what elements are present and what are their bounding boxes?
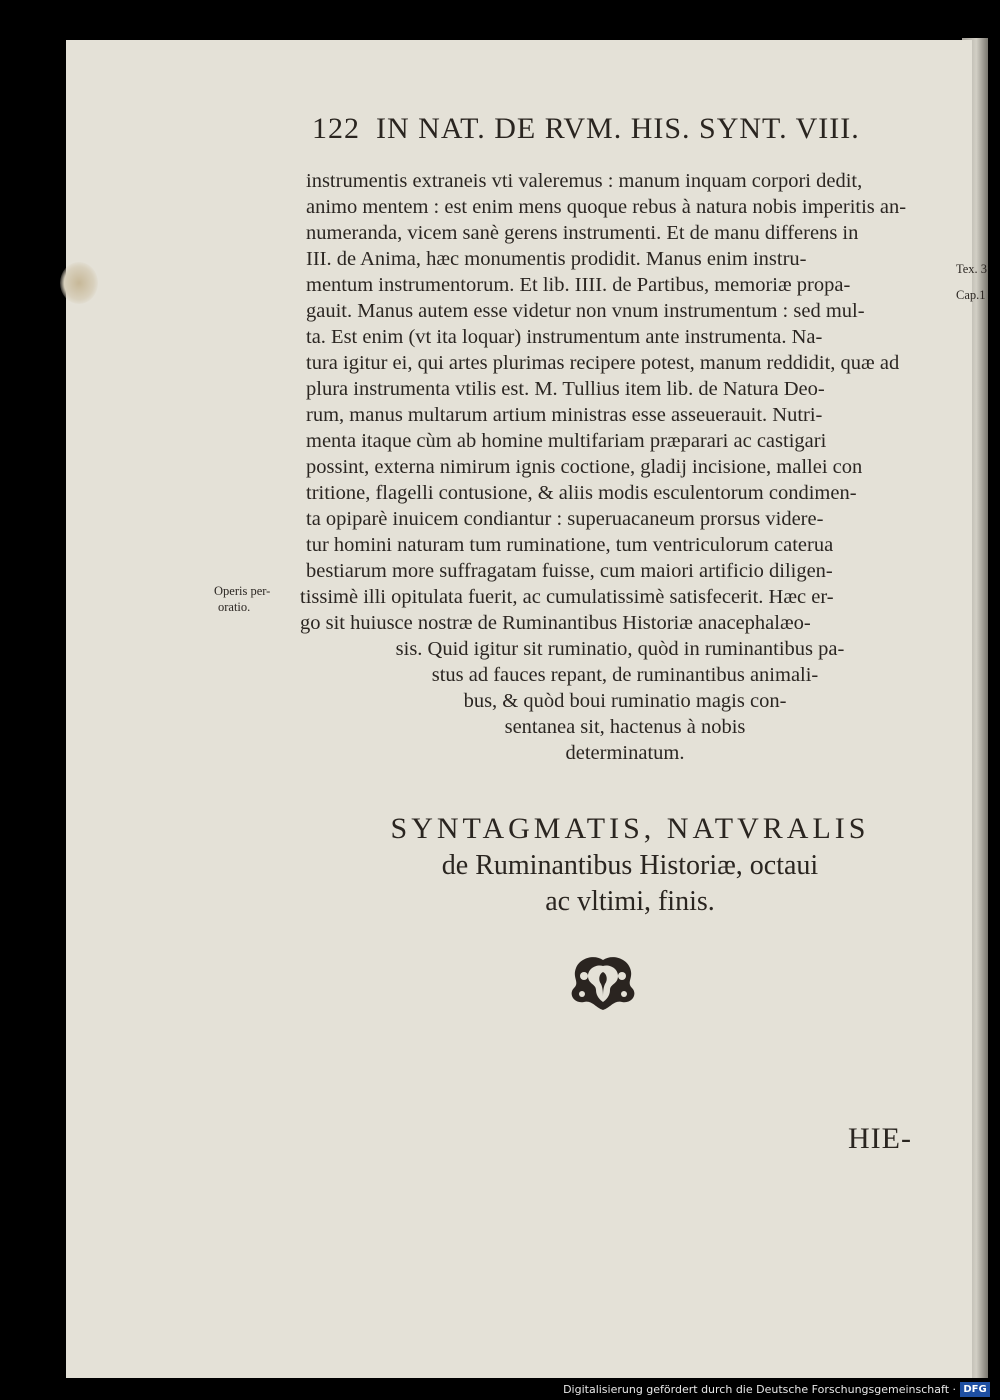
text-line: gauit. Manus autem esse videtur non vnum instrumentum : sed mul- <box>306 300 865 322</box>
text-line: determinatum. <box>565 742 685 764</box>
text-line: sis. Quid igitur sit ruminatio, quòd in ruminantibus pa- <box>395 638 845 660</box>
text-line: III. de Anima, hæc monumentis prodidit. Manus enim instru- <box>306 248 807 270</box>
text-line: tur homini naturam tum ruminatione, tum ventriculorum caterua <box>306 534 834 556</box>
catchword: HIE- <box>848 1122 912 1155</box>
text-line: plura instrumenta vtilis est. M. Tullius item lib. de Natura Deo- <box>306 378 825 400</box>
text-line: menta itaque cùm ab homine multifariam præparari ac castigari <box>306 430 827 452</box>
left-margin-note-2: oratio. <box>218 600 251 614</box>
text-line: ta. Est enim (vt ita loquar) instrumentum ante instrumenta. Na- <box>306 326 823 348</box>
funding-notice: Digitalisierung gefördert durch die Deutsche Forschungsgemeinschaft · <box>563 1383 956 1396</box>
right-margin-note-tex: Tex. 3 <box>956 262 988 276</box>
paper-stain <box>60 262 98 304</box>
text-line: ta opiparè inuicem condiantur : superuacaneum prorsus videre- <box>306 508 824 530</box>
text-line: mentum instrumentorum. Et lib. IIII. de Partibus, memoriæ propa- <box>306 274 851 296</box>
left-margin-note-1: Operis per- <box>214 584 271 598</box>
running-title: IN NAT. DE RVM. HIS. SYNT. VIII. <box>376 112 860 145</box>
colophon-line-3: ac vltimi, finis. <box>545 886 715 917</box>
printers-ornament-icon <box>566 954 640 1014</box>
text-line: possint, externa nimirum ignis coctione, gladij incisione, mallei con <box>306 456 863 478</box>
text-line: rum, manus multarum artium ministras esse asseuerauit. Nutri- <box>306 404 823 426</box>
running-head <box>312 112 932 156</box>
dfg-logo: DFG <box>960 1382 990 1397</box>
text-line: animo mentem : est enim mens quoque rebus à natura nobis imperitis an- <box>306 196 907 218</box>
right-margin-note-cap: Cap.1 <box>956 288 986 302</box>
text-line: sentanea sit, hactenus à nobis <box>504 716 746 738</box>
colophon-title: SYNTAGMATIS, NATVRALIS <box>390 812 870 845</box>
text-line: bus, & quòd boui ruminatio magis con- <box>463 690 787 712</box>
text-line: bestiarum more suffragatam fuisse, cum maiori artificio diligen- <box>306 560 833 582</box>
colophon-line-2: de Ruminantibus Historiæ, octaui <box>441 850 819 881</box>
digitization-footer <box>0 1378 1000 1400</box>
text-line: stus ad fauces repant, de ruminantibus animali- <box>431 664 819 686</box>
page-number: 122 <box>312 112 360 145</box>
text-line: tura igitur ei, qui artes plurimas recipere potest, manum reddidit, quæ ad <box>306 352 900 374</box>
text-line: go sit huiusce nostræ de Ruminantibus Historiæ anacephalæo- <box>300 612 811 634</box>
text-line: instrumentis extraneis vti valeremus : manum inquam corpori dedit, <box>306 170 863 192</box>
text-line: tissimè illi opitulata fuerit, ac cumulatissimè satisfecerit. Hæc er- <box>300 586 834 608</box>
text-line: numeranda, vicem sanè gerens instrumenti. Et de manu differens in <box>306 222 859 244</box>
text-line: tritione, flagelli contusione, & aliis modis esculentorum condimen- <box>306 482 857 504</box>
